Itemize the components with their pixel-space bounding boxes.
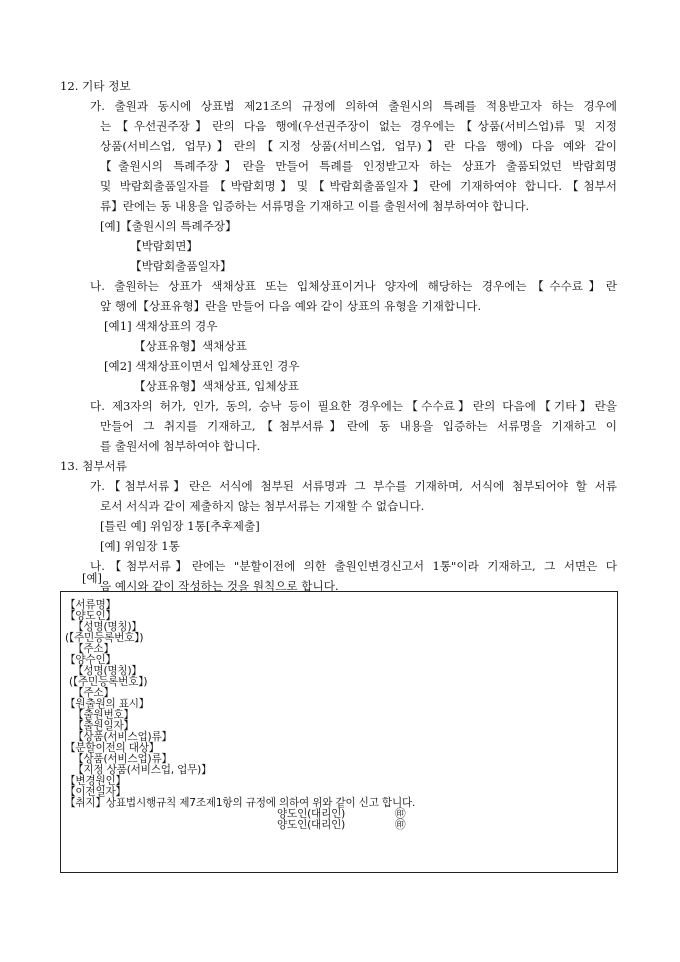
s13-a-line-2: 로서 서식과 같이 제출하지 않는 첨부서류는 기재할 수 없습니다. — [100, 499, 425, 513]
box-line-original-application: 【원출원의 표시】 — [65, 698, 150, 710]
s13-b-example-label: [예] — [82, 571, 102, 585]
s12-a-line-1: 가. 출원과 동시에 상표법 제21조의 규정에 의하여 출원시의 특례를 적용받고자 하는 경우에 — [90, 99, 617, 113]
box-line-document-name: 【서류명】 — [65, 599, 116, 611]
s12-a-example-item-1: 【박람회면】 — [130, 239, 198, 253]
s12-c-line-2: 만들어 그 취지를 기재하고,【첨부서류】란에 동 내용을 입증하는 서류명을 기재하고 이 — [100, 419, 617, 433]
s13-a-example: [예] 위임장 1통 — [100, 539, 180, 553]
s12-a-line-5: 및 박람회출품일자를【박람회명】및【박람회출품일자】란에 기재하여야 합니다.【첨부서 — [100, 179, 617, 193]
box-line-signer-2: 양도인(대리인) — [277, 819, 346, 831]
box-line-assignor-name: 【성명(명칭)】 — [73, 621, 142, 633]
s12-b-example-2-item: 【상표유형】색채상표, 입체상표 — [134, 379, 299, 393]
s13-a-wrong-example: [틀린 예] 위임장 1통[추후제출] — [100, 519, 260, 533]
s12-a-line-4: 【출원시의 특례주장】란을 만들어 특례를 인정받고자 하는 상표가 출품되었던 박람회명 — [100, 159, 617, 173]
section-13-heading: 13. 첨부서류 — [60, 459, 127, 473]
box-line-designated-goods: 【지정 상품(서비스업, 업무)】 — [73, 764, 212, 776]
box-line-goods-class: 【상품(서비스업)류】 — [73, 731, 172, 743]
s12-a-example-label: [예]【출원시의 특례주장】 — [100, 219, 237, 233]
s12-b-line-2: 앞 행에【상표유형】란을 만들어 다음 예와 같이 상표의 유형을 기재합니다. — [100, 299, 482, 313]
s12-a-line-6: 류】란에는 동 내용을 입증하는 서류명을 기재하고 이를 출원서에 첨부하여야 합니다. — [100, 199, 530, 213]
s12-a-line-3: 상품(서비스업, 업무)】란의【지정 상품(서비스업, 업무)】란 다음 행에) 다음 예와 같이 — [100, 139, 617, 153]
s12-b-example-1-label: [예1] 색채상표의 경우 — [104, 319, 218, 333]
box-line-assignee-name: 【성명(명칭)】 — [73, 665, 142, 677]
box-line-transfer-date: 【이전일자】 — [65, 786, 126, 798]
section-12-heading: 12. 기타 정보 — [60, 79, 131, 93]
box-line-assignee: 【양수인】 — [65, 654, 116, 666]
box-line-assignor-address: 【주소】 — [73, 643, 114, 655]
s13-a-line-1: 가.【첨부서류】란은 서식에 첨부된 서류명과 그 부수를 기재하며, 서식에 첨부되어야 할 서류 — [90, 479, 617, 493]
s12-a-line-2: 는【우선권주장】란의 다음 행에(우선권주장이 없는 경우에는【상품(서비스업)류 및 지정 — [100, 119, 617, 133]
s12-a-example-item-2: 【박람회출품일자】 — [130, 259, 232, 273]
s12-b-example-2-label: [예2] 색채상표이면서 입체상표인 경우 — [104, 359, 300, 373]
box-line-change-cause: 【변경원인】 — [65, 775, 126, 787]
box-line-purpose: 【취지】상표법시행규칙 제7조제1항의 규정에 의하여 위와 같이 신고 합니다. — [65, 797, 416, 809]
s12-c-line-1: 다. 제3자의 허가, 인가, 동의, 승낙 등이 필요한 경우에는【수수료】란의 다음에【기타】란을 — [90, 399, 617, 413]
s12-c-line-3: 를 출원서에 첨부하여야 합니다. — [100, 439, 261, 453]
box-line-target-goods-class: 【상품(서비스업)류】 — [73, 753, 172, 765]
s12-b-line-1: 나. 출원하는 상표가 색채상표 또는 입체상표이거나 양자에 해당하는 경우에는【수수료】란 — [90, 279, 617, 293]
example-form-box — [60, 591, 618, 873]
box-line-application-number: 【출원번호】 — [73, 709, 134, 721]
seal-icon: ㊞ — [395, 819, 406, 831]
s13-b-line-2: 음 예시와 같이 작성하는 것을 원칙으로 합니다. — [100, 579, 339, 593]
seal-icon: ㊞ — [395, 808, 406, 820]
box-line-assignee-address: 【주소】 — [73, 687, 114, 699]
box-line-transfer-target: 【분할이전의 대상】 — [65, 742, 160, 754]
box-line-assignor-resident-no: (【주민등록번호】) — [65, 632, 144, 644]
box-line-assignor: 【양도인】 — [65, 610, 116, 622]
box-line-signer-1: 양도인(대리인) — [277, 808, 346, 820]
s13-b-line-1: 나.【첨부서류】란에는 "분할이전에 의한 출원인변경신고서 1통"이라 기재하고, 그 서면은 다 — [90, 559, 617, 573]
box-line-application-date: 【출원일자】 — [73, 720, 134, 732]
s12-b-example-1-item: 【상표유형】색채상표 — [134, 339, 247, 353]
box-line-assignee-resident-no: (【주민등록번호】) — [69, 676, 148, 688]
